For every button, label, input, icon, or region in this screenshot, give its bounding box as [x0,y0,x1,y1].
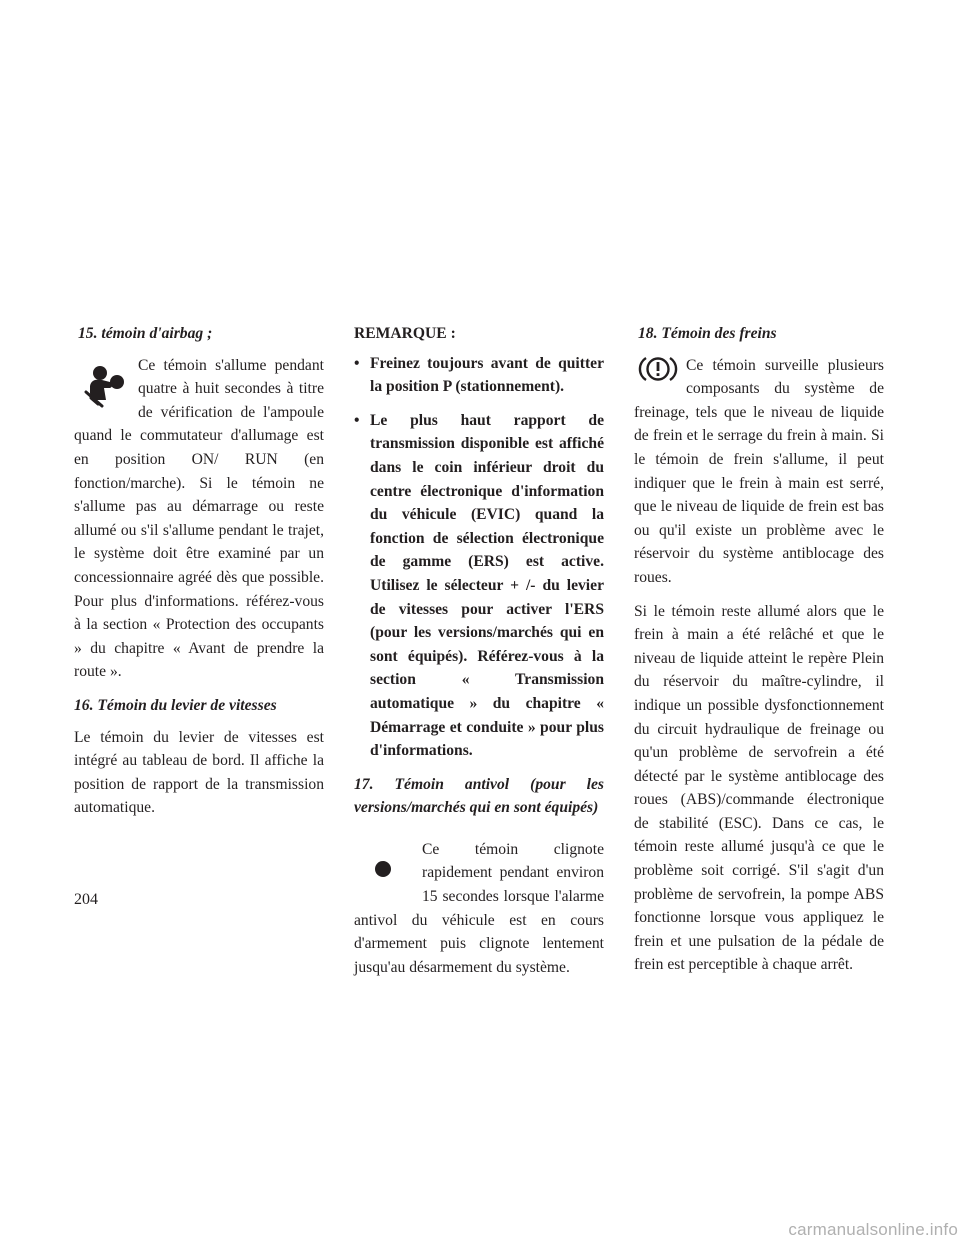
remark-label: REMARQUE : [354,325,456,342]
brake-paragraph-2: Si le témoin reste allumé alors que le frein à main a été relâché et que le niveau de liquide atteint le repère Plein du réservoir du maître-cylindre, il indique un possible dysfonctionnement du circuit hydraulique de freinage ou qu'un problème de servofrein a été détecté par le système antiblocage des roues (ABS)/commande électronique de stabilité (ESC). Dans ce cas, le témoin reste allumé jusqu'à ce que le problème soit corrigé. S'il s'agit d'un problème de servofrein, la pompe ABS fonctionne lorsque vous appliquez le frein et une pulsation de la pédale de frein est perceptible à chaque arrêt. [634,602,884,974]
page-number: 204 [74,891,98,908]
column-3 [634,322,884,987]
heading-brake: 18. Témoin des freins [638,325,777,342]
gear-shift-paragraph: Le témoin du levier de vitesses est intégré au tableau de bord. Il affiche la position de rapport de la transmission automatique. [74,728,324,817]
theft-alarm-icon [354,852,412,886]
heading-airbag: 15. témoin d'airbag ; [78,325,213,342]
theft-text: Ce témoin clignote rapidement pendant environ 15 secondes lorsque l'alarme antivol du véhicule est en cours d'armement puis clignote lentement jusqu'au désarmement du système. [354,840,604,976]
watermark: carmanualsonline.info [788,1220,958,1239]
airbag-warning-icon [74,356,136,416]
airbag-text: Ce témoin s'allume pendant quatre à huit secondes à titre de vérification de l'ampoule quand le commutateur d'allumage est en position ON/ RUN (en fonction/marche). Si le témoin ne s'allume pas au démarrage ou reste allumé ou s'il s'allume pendant le trajet, le système doit être examiné par un concessionnaire agréé dès que possible. Pour plus d'informations. référez-vous à la section « Protection des occupants » du chapitre « Avant de prendre la route ». [74,356,324,681]
list-item: • Le plus haut rapport de transmission disponible est affiché dans le coin inférieur droit du centre électronique d'information du véhicule (EVIC) quand la fonction de sélection électronique de gamme (ERS) est active. Utilisez le sélecteur + /- du levier de vitesses pour activer l'ERS (pour les versions/marchés qui en sont équipés). Référez-vous à la section « Transmission automatique » du chapitre « Démarrage et conduite » pour plus d'informations. [354,411,604,760]
brake-text-1: Ce témoin surveille plusieurs composants du système de freinage, tels que le niveau de liquide de frein et le serrage du frein à main. Si le témoin de frein s'allume, il peut indiquer que le frein à main est serré, que le niveau de liquide de frein est bas ou qu'il existe un problème avec le réservoir du système antiblocage des roues. [634,356,884,586]
heading-gear-shift: 16. Témoin du levier de vitesses [74,696,277,714]
heading-theft-alarm: 17. Témoin antivol (pour les versions/marchés qui en sont équipés) [354,775,604,817]
brake-paragraph [634,354,884,590]
list-item: • Freinez toujours avant de quitter la position P (stationnement). [354,354,604,396]
column-2 [354,322,604,989]
column-1 [74,322,324,830]
remark-bullets [354,352,604,763]
theft-paragraph [354,838,604,980]
brake-warning-icon [634,354,682,384]
airbag-paragraph [74,354,324,684]
